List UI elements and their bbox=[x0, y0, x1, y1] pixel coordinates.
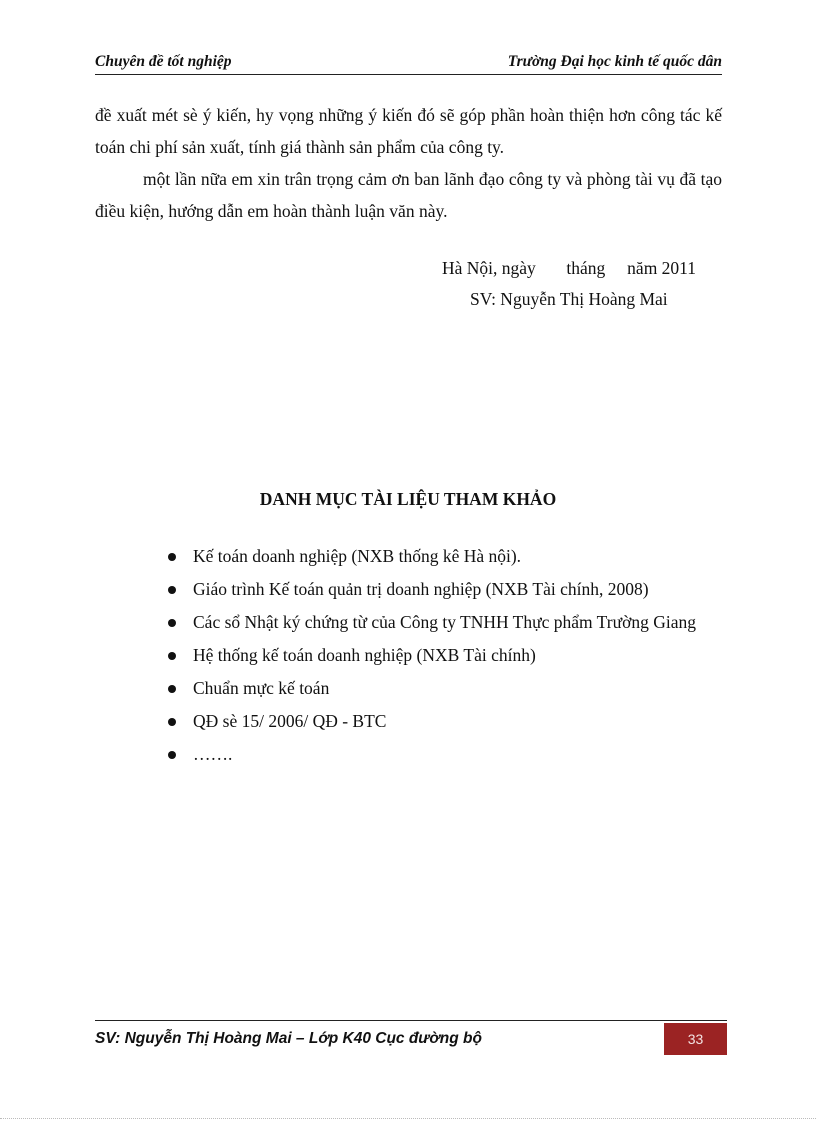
bullet-icon bbox=[168, 553, 176, 561]
bullet-icon bbox=[168, 751, 176, 759]
bullet-icon bbox=[168, 718, 176, 726]
signature-date: Hà Nội, ngày tháng năm 2011 bbox=[442, 258, 697, 278]
signature-name: SV: Nguyễn Thị Hoàng Mai bbox=[470, 289, 668, 309]
page-number: 33 bbox=[664, 1023, 727, 1055]
reference-text: Chuẩn mực kế toán bbox=[193, 678, 330, 698]
footer-student-info: SV: Nguyễn Thị Hoàng Mai – Lớp K40 Cục đường bộ bbox=[95, 1030, 482, 1047]
reference-text: Các sổ Nhật ký chứng từ của Công ty TNHH Thực phẩm Trường Giang bbox=[193, 612, 696, 632]
reference-text: Giáo trình Kế toán quản trị doanh nghiệp (NXB Tài chính, 2008) bbox=[193, 579, 649, 599]
reference-text: Hệ thống kế toán doanh nghiệp (NXB Tài chính) bbox=[193, 645, 536, 665]
reference-text: ……. bbox=[193, 744, 233, 764]
header-course-title: Chuyên đề tốt nghiệp bbox=[95, 53, 232, 70]
list-item bbox=[160, 738, 722, 771]
reference-text: Kế toán doanh nghiệp (NXB thống kê Hà nội). bbox=[193, 546, 522, 566]
list-item bbox=[160, 573, 722, 606]
bullet-icon bbox=[168, 652, 176, 660]
reference-text: QĐ sè 15/ 2006/ QĐ - BTC bbox=[193, 711, 387, 731]
body-paragraph-2: một lần nữa em xin trân trọng cảm ơn ban lãnh đạo công ty và phòng tài vụ đã tạo điều kiện, hướng dẫn em hoàn thành luận văn này. bbox=[95, 169, 722, 221]
list-item bbox=[160, 606, 722, 639]
references-list bbox=[160, 540, 722, 771]
list-item bbox=[160, 705, 722, 738]
bullet-icon bbox=[168, 685, 176, 693]
bullet-icon bbox=[168, 586, 176, 594]
references-heading: DANH MỤC TÀI LIỆU THAM KHẢO bbox=[259, 489, 557, 509]
list-item bbox=[160, 639, 722, 672]
bullet-icon bbox=[168, 619, 176, 627]
header-university-name: Trường Đại học kinh tế quốc dân bbox=[507, 53, 722, 70]
body-paragraph-1: đề xuất mét sè ý kiến, hy vọng những ý kiến đó sẽ góp phần hoàn thiện hơn công tác kế toán chi phí sản xuất, tính giá thành sản phẩm của công ty. bbox=[95, 105, 722, 157]
list-item bbox=[160, 672, 722, 705]
page-bottom-divider bbox=[0, 1118, 816, 1119]
list-item bbox=[160, 540, 722, 573]
page-footer bbox=[95, 1020, 727, 1055]
page-header bbox=[95, 52, 722, 75]
